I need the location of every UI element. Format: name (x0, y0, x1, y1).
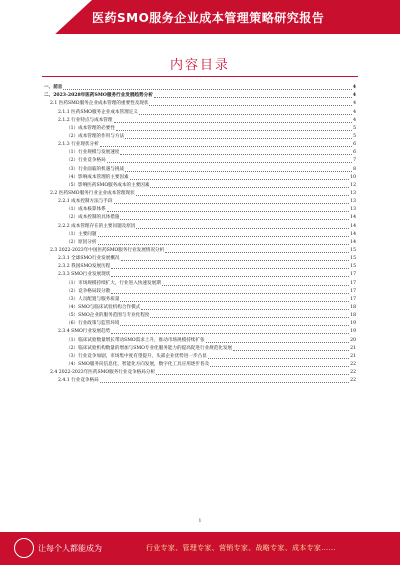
toc-divider (42, 76, 358, 77)
toc-entry-page: 6 (353, 150, 356, 156)
toc-leader-dots (120, 325, 349, 326)
toc-entry[interactable] (44, 117, 356, 125)
toc-entry[interactable] (44, 92, 356, 100)
toc-entry-page: 13 (350, 190, 356, 196)
toc-entry[interactable] (44, 279, 356, 287)
toc-leader-dots (98, 244, 350, 245)
toc-entry-page: 4 (353, 101, 356, 107)
globe-icon (14, 538, 34, 558)
toc-entry-text: （3）行业面临的机遇与挑战 (66, 166, 125, 172)
report-title: 医药SMO服务企业成本管理策略研究报告 (92, 11, 325, 25)
toc-entry-text: （1）成本管理的必要性 (66, 125, 115, 131)
toc-entry[interactable] (44, 165, 356, 173)
toc-entry-page: 13 (350, 207, 356, 213)
toc-entry[interactable] (44, 361, 356, 369)
toc-entry[interactable] (44, 108, 356, 116)
toc-entry[interactable] (44, 190, 356, 198)
toc-entry-text: （4）影响成本管理的主要因素 (66, 174, 129, 180)
toc-entry-text: （4）SMO服务向信息化、智能化方向发展，数字化工具应用逐步普及 (66, 361, 210, 367)
toc-entry-page: 13 (350, 199, 356, 205)
toc-entry-page: 17 (350, 272, 356, 278)
toc-leader-dots (114, 203, 350, 204)
toc-entry[interactable] (44, 304, 356, 312)
toc-entry[interactable] (44, 133, 356, 141)
toc-entry-page: 14 (350, 215, 356, 221)
toc-entry[interactable] (44, 125, 356, 133)
toc-entry-text: 2.1.3 行业现状分析 (58, 142, 99, 148)
toc-entry[interactable] (44, 336, 356, 344)
toc-entry-text: （1）行业规模与发展速度 (66, 150, 120, 156)
toc-leader-dots (139, 114, 352, 115)
toc-leader-dots (111, 293, 349, 294)
toc-entry-text: 2.1.2 行业特点与成本管理 (58, 117, 113, 123)
toc-entry-text: （4）SMO与临床试验机构合作模式 (66, 304, 141, 310)
toc-entry[interactable] (44, 353, 356, 361)
toc-leader-dots (116, 130, 352, 131)
toc-entry-text: （1）主要问题 (66, 231, 97, 237)
toc-entry-page: 22 (350, 378, 356, 384)
toc-entry-text: （2）成本管理的作用与方法 (66, 133, 125, 139)
toc-leader-dots (107, 211, 349, 212)
page-header (0, 0, 400, 34)
toc-leader-dots (100, 146, 352, 147)
toc-leader-dots (206, 342, 350, 343)
toc-entry[interactable] (44, 369, 356, 377)
toc-entry-page: 6 (353, 142, 356, 148)
toc-entry[interactable] (44, 231, 356, 239)
toc-entry[interactable] (44, 84, 356, 92)
toc-leader-dots (154, 97, 352, 98)
toc-entry-text: （2）竞争格局较分散 (66, 288, 111, 294)
toc-leader-dots (100, 382, 349, 383)
toc-entry[interactable] (44, 263, 356, 271)
toc-entry-page: 15 (350, 256, 356, 262)
toc-entry-text: 2.3.2 我国SMO发展历程 (58, 264, 111, 270)
toc-entry[interactable] (44, 174, 356, 182)
toc-leader-dots (98, 236, 350, 237)
toc-leader-dots (208, 358, 349, 359)
toc-entry[interactable] (44, 247, 356, 255)
toc-leader-dots (125, 171, 352, 172)
toc-entry-page: 10 (350, 174, 356, 180)
toc-entry-text: （1）市场规模持续扩大，行业进入快速发展期 (66, 280, 161, 286)
toc-entry-page: 14 (350, 223, 356, 229)
toc-leader-dots (111, 268, 349, 269)
toc-entry[interactable] (44, 198, 356, 206)
toc-entry-page: 17 (350, 288, 356, 294)
toc-heading: 内容目录 (169, 58, 230, 73)
toc-leader-dots (111, 333, 349, 334)
toc-entry-text: 2.3.3 SMO行业发展现状 (58, 272, 111, 278)
toc-leader-dots (149, 105, 352, 106)
toc-entry-text: 一、前言 (44, 85, 63, 91)
toc-entry-page: 15 (350, 247, 356, 253)
toc-entry-page: 4 (353, 109, 356, 115)
toc-entry[interactable] (44, 288, 356, 296)
toc-leader-dots (125, 138, 352, 139)
toc-entry-text: （3）人员配置与服务质量 (66, 296, 120, 302)
toc-entry-page: 18 (350, 313, 356, 319)
toc-entry-text: （2）原因分析 (66, 239, 97, 245)
toc-entry-page: 5 (353, 133, 356, 139)
toc-entry[interactable] (44, 100, 356, 108)
toc-entry-text: 2.3.1 全球SMO行业发展概况 (58, 256, 120, 262)
toc-entry-page: 17 (350, 280, 356, 286)
footer-slogan: 让每个人都能成为 (38, 544, 102, 553)
toc-entry[interactable] (44, 296, 356, 304)
toc-leader-dots (63, 89, 351, 90)
toc-entry-text: 2.1.1 医药SMO服务企业成本管理定义 (58, 109, 138, 115)
toc-entry[interactable] (44, 182, 356, 190)
toc-entry-page: 19 (350, 321, 356, 327)
toc-entry-page: 21 (350, 353, 356, 359)
page-footer (0, 532, 400, 565)
toc-leader-dots (136, 195, 349, 196)
toc-leader-dots (130, 179, 349, 180)
toc-leader-dots (210, 366, 349, 367)
toc-leader-dots (150, 187, 349, 188)
toc-entry[interactable] (44, 345, 356, 353)
toc-entry[interactable] (44, 377, 356, 385)
toc-entry-text: （1）成本核算体系 (66, 207, 106, 213)
toc-entry-text: 二、2023-2028年医药SMO服务行业发展趋势分析 (44, 93, 153, 99)
toc-entry-text: 2.1 医药SMO服务企业成本管理的重要性及现状 (50, 101, 149, 107)
toc-entry-page: 5 (353, 125, 356, 131)
toc-leader-dots (107, 162, 352, 163)
toc-entry-text: （5）SMO企业的服务范围与专业化程度 (66, 313, 150, 319)
toc-entry-text: （2）行业竞争格局 (66, 158, 106, 164)
toc-entry-page: 21 (350, 345, 356, 351)
toc-entry-text: 2.3 2022-2023年中国医药SMO服务行业发展情况分析 (50, 247, 165, 253)
toc-leader-dots (121, 260, 350, 261)
toc-leader-dots (233, 350, 349, 351)
toc-entry-page: 7 (353, 158, 356, 164)
toc-entry[interactable] (44, 149, 356, 157)
toc-entry-text: 2.4.1 行业竞争格局 (58, 378, 99, 384)
toc-entry-text: （5）影响医药SMO服务成本的主要因素 (66, 182, 150, 188)
toc-entry[interactable] (44, 222, 356, 230)
toc-entry-text: 2.2.2 成本管理存在的主要问题及原因 (58, 223, 136, 229)
toc-entry[interactable] (44, 141, 356, 149)
toc-entry-text: 2.4 2022-2023年医药SMO服务行业竞争格局分析 (50, 370, 156, 376)
toc-entry[interactable] (44, 271, 356, 279)
toc-leader-dots (111, 276, 349, 277)
toc-entry-page: 14 (350, 231, 356, 237)
toc-leader-dots (141, 309, 349, 310)
toc-leader-dots (114, 122, 353, 123)
toc-entry-page: 22 (350, 361, 356, 367)
toc-entry-page: 19 (350, 329, 356, 335)
toc-entry-text: 2.2 医药SMO服务行业企业成本管理现状 (50, 190, 135, 196)
toc-leader-dots (136, 228, 349, 229)
toc-entry-text: （2）临床试验机构数量的增加与SMO专业化服务能力的提高促进行业规范化发展 (66, 345, 233, 351)
toc-leader-dots (120, 154, 352, 155)
toc-entry-text: 2.3.4 SMO行业发展趋势 (58, 329, 111, 335)
table-of-contents (44, 84, 356, 385)
toc-leader-dots (156, 374, 349, 375)
toc-entry[interactable] (44, 206, 356, 214)
toc-entry[interactable] (44, 239, 356, 247)
toc-entry-page: 17 (350, 296, 356, 302)
toc-leader-dots (162, 285, 349, 286)
toc-entry[interactable] (44, 157, 356, 165)
toc-entry-page: 15 (350, 264, 356, 270)
toc-entry[interactable] (44, 255, 356, 263)
toc-entry-text: （2）成本控制的具体措施 (66, 215, 120, 221)
toc-entry-page: 4 (352, 93, 356, 99)
toc-entry[interactable] (44, 320, 356, 328)
toc-entry[interactable] (44, 328, 356, 336)
toc-entry-page: 12 (350, 182, 356, 188)
toc-entry-page: 14 (350, 239, 356, 245)
toc-entry-page: 4 (353, 117, 356, 123)
toc-leader-dots (120, 301, 349, 302)
toc-entry-text: （3）行业竞争加剧，市场集中度有望提升，头部企业优势进一步凸显 (66, 353, 207, 359)
toc-entry[interactable] (44, 214, 356, 222)
toc-leader-dots (150, 317, 349, 318)
toc-entry[interactable] (44, 312, 356, 320)
toc-entry-page: 4 (352, 85, 356, 91)
toc-entry-text: （1）临床试验数量增长带动SMO需求上升，推动市场规模持续扩张 (66, 337, 205, 343)
page-number: 1 (198, 518, 202, 524)
toc-leader-dots (120, 219, 349, 220)
toc-entry-text: 2.2.1 成本控制方法与手段 (58, 199, 113, 205)
footer-roles: 行业专家、管理专家、营销专家、战略专家、成本专家…… (146, 544, 336, 552)
toc-leader-dots (165, 252, 349, 253)
toc-entry-page: 8 (353, 166, 356, 172)
toc-entry-page: 20 (350, 337, 356, 343)
toc-entry-page: 22 (350, 370, 356, 376)
toc-entry-text: （6）行业政策与监管环境 (66, 321, 120, 327)
toc-entry-page: 18 (350, 304, 356, 310)
